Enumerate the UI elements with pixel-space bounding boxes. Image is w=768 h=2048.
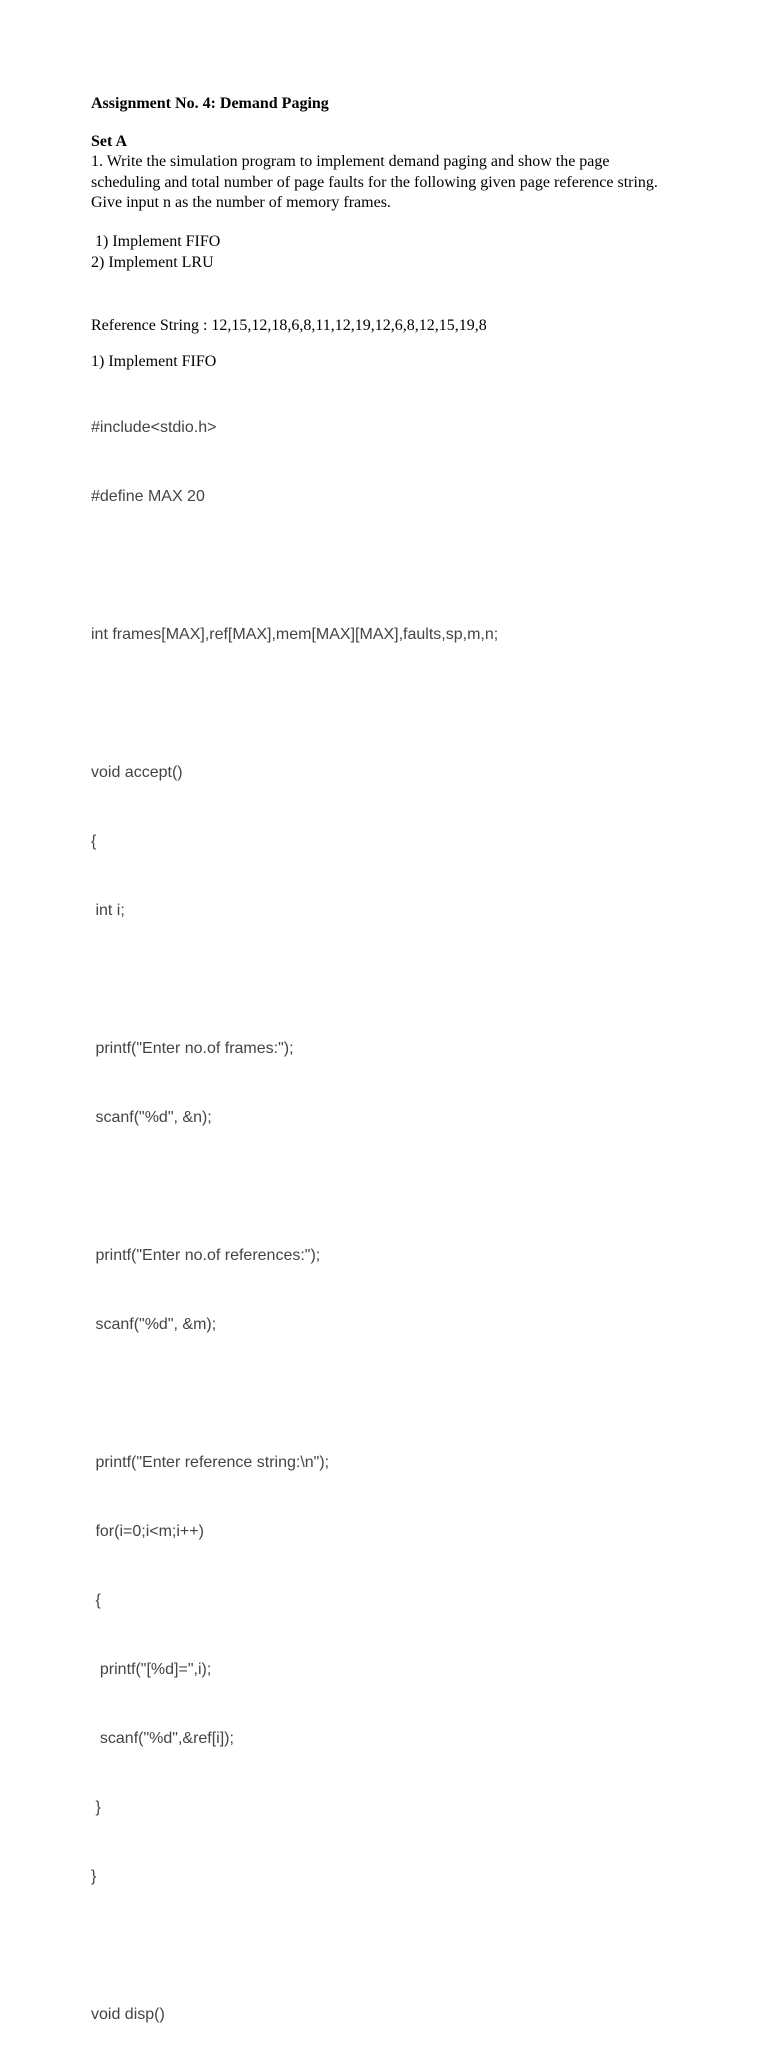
code-line: scanf("%d",&ref[i]); bbox=[91, 1730, 234, 1747]
task-fifo: 1) Implement FIFO bbox=[91, 233, 221, 250]
code-line: void accept() bbox=[91, 764, 183, 781]
code-line bbox=[91, 692, 498, 715]
code-block bbox=[91, 370, 498, 2048]
question-paragraph: 1. Write the simulation program to implement demand paging and show the page scheduling and total number of page faults for the following given page reference string. Give input n as the number of memory frames. bbox=[91, 153, 658, 211]
code-line: scanf("%d", &n); bbox=[91, 1109, 212, 1126]
code-line: } bbox=[91, 1868, 97, 1885]
code-line: printf("Enter no.of frames:"); bbox=[91, 1040, 294, 1057]
code-line: } bbox=[91, 1799, 101, 1816]
code-line: { bbox=[91, 833, 97, 850]
code-line: printf("Enter reference string:\n"); bbox=[91, 1454, 330, 1471]
code-line bbox=[91, 1934, 498, 1957]
code-line: #include<stdio.h> bbox=[91, 419, 217, 436]
code-line bbox=[91, 1382, 498, 1405]
code-line: int i; bbox=[91, 902, 125, 919]
assignment-title: Assignment No. 4: Demand Paging bbox=[91, 95, 329, 112]
code-line bbox=[91, 1175, 498, 1198]
code-line: printf("[%d]=",i); bbox=[91, 1661, 212, 1678]
reference-string: Reference String : 12,15,12,18,6,8,11,12,19,12,6,8,12,15,19,8 bbox=[91, 317, 487, 334]
code-line bbox=[91, 968, 498, 991]
code-line: int frames[MAX],ref[MAX],mem[MAX][MAX],faults,sp,m,n; bbox=[91, 626, 499, 643]
code-line: #define MAX 20 bbox=[91, 488, 205, 505]
code-line: scanf("%d", &m); bbox=[91, 1316, 217, 1333]
code-line: for(i=0;i<m;i++) bbox=[91, 1523, 204, 1540]
code-line: { bbox=[91, 1592, 101, 1609]
section-heading-fifo: 1) Implement FIFO bbox=[91, 353, 217, 370]
task-lru: 2) Implement LRU bbox=[91, 254, 214, 271]
set-label: Set A bbox=[91, 133, 127, 150]
code-line: void disp() bbox=[91, 2006, 165, 2023]
code-line: printf("Enter no.of references:"); bbox=[91, 1247, 321, 1264]
code-line bbox=[91, 554, 498, 577]
